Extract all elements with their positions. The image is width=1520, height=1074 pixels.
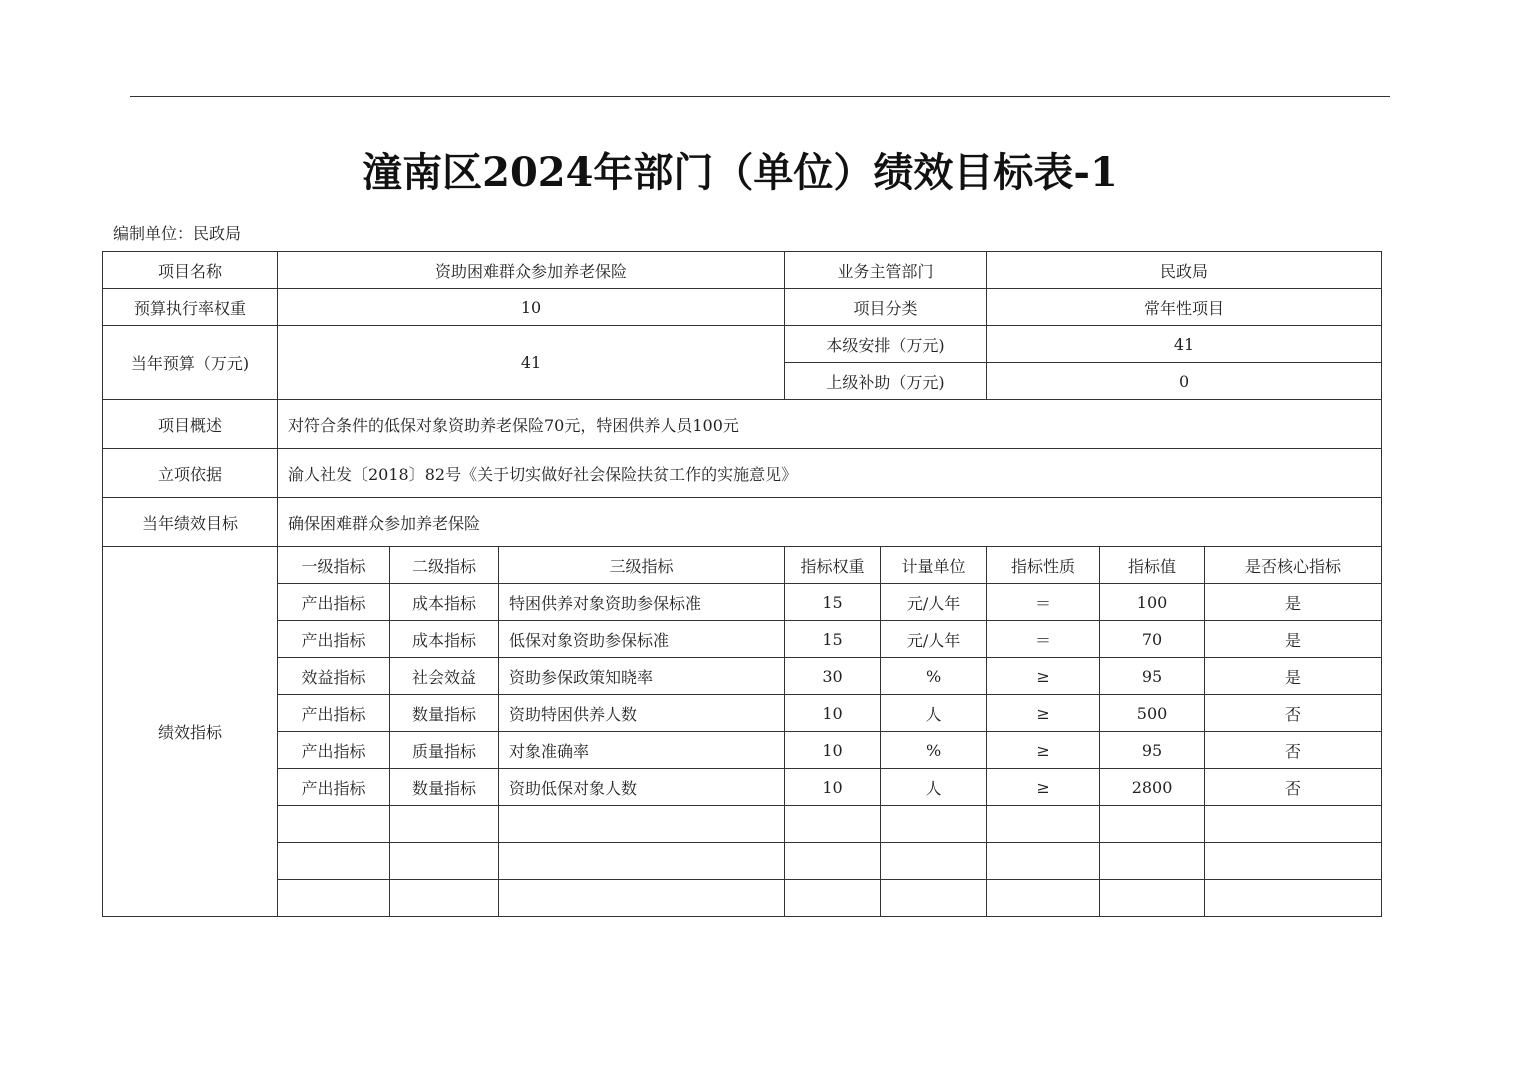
empty-cell <box>499 880 785 917</box>
indicator-row <box>103 658 1382 695</box>
indicator-level2: 数量指标 <box>390 695 499 732</box>
indicator-row <box>103 584 1382 621</box>
indicator-level1: 产出指标 <box>278 621 390 658</box>
indicator-value: 95 <box>1100 732 1205 769</box>
empty-cell <box>1205 880 1382 917</box>
dept-label: 业务主管部门 <box>785 252 987 289</box>
indicator-weight: 10 <box>785 769 881 806</box>
indicator-level2: 质量指标 <box>390 732 499 769</box>
empty-cell <box>390 843 499 880</box>
indicator-level1: 效益指标 <box>278 658 390 695</box>
row-project-name <box>103 252 1382 289</box>
row-overview <box>103 400 1382 449</box>
indicator-unit: % <box>881 658 987 695</box>
budget-label: 当年预算（万元) <box>103 326 278 400</box>
prepared-by: 编制单位：民政局 <box>113 224 242 243</box>
empty-cell <box>1205 806 1382 843</box>
empty-cell <box>987 843 1100 880</box>
indicator-nature: ≥ <box>987 769 1100 806</box>
row-exec-weight <box>103 289 1382 326</box>
indicator-nature: ≥ <box>987 732 1100 769</box>
indicator-level3: 资助低保对象人数 <box>499 769 785 806</box>
category-label: 项目分类 <box>785 289 987 326</box>
empty-indicator-row <box>103 880 1382 917</box>
indicator-core: 否 <box>1205 769 1382 806</box>
indicator-unit: 元/人年 <box>881 584 987 621</box>
indicator-level1: 产出指标 <box>278 732 390 769</box>
indicator-level3: 资助特困供养人数 <box>499 695 785 732</box>
document-title: 潼南区2024年部门（单位）绩效目标表-1 <box>362 149 1118 196</box>
indicator-row <box>103 732 1382 769</box>
empty-cell <box>278 843 390 880</box>
indicator-unit: 人 <box>881 769 987 806</box>
row-basis <box>103 449 1382 498</box>
project-name-value: 资助困难群众参加养老保险 <box>278 252 785 289</box>
project-name-label: 项目名称 <box>103 252 278 289</box>
empty-cell <box>881 806 987 843</box>
indicator-nature: ＝ <box>987 584 1100 621</box>
header-core: 是否核心指标 <box>1205 547 1382 584</box>
indicator-core: 是 <box>1205 584 1382 621</box>
indicator-row <box>103 769 1382 806</box>
empty-cell <box>1100 806 1205 843</box>
goal-value: 确保困难群众参加养老保险 <box>278 498 1382 547</box>
empty-cell <box>987 806 1100 843</box>
empty-cell <box>881 843 987 880</box>
superior-label: 上级补助（万元) <box>785 363 987 400</box>
indicator-level2: 成本指标 <box>390 584 499 621</box>
indicator-core: 是 <box>1205 621 1382 658</box>
exec-weight-value: 10 <box>278 289 785 326</box>
indicator-section-label: 绩效指标 <box>103 547 278 917</box>
performance-goal-table <box>102 251 1382 917</box>
header-level2: 二级指标 <box>390 547 499 584</box>
indicator-nature: ＝ <box>987 621 1100 658</box>
dept-value: 民政局 <box>987 252 1382 289</box>
empty-cell <box>785 880 881 917</box>
indicator-level1: 产出指标 <box>278 769 390 806</box>
empty-cell <box>499 806 785 843</box>
empty-indicator-row <box>103 843 1382 880</box>
empty-cell <box>1100 880 1205 917</box>
empty-cell <box>1205 843 1382 880</box>
empty-cell <box>278 806 390 843</box>
empty-cell <box>1100 843 1205 880</box>
exec-weight-label: 预算执行率权重 <box>103 289 278 326</box>
category-value: 常年性项目 <box>987 289 1382 326</box>
local-value: 41 <box>987 326 1382 363</box>
indicator-weight: 10 <box>785 732 881 769</box>
indicator-level3: 低保对象资助参保标准 <box>499 621 785 658</box>
indicator-level1: 产出指标 <box>278 695 390 732</box>
indicator-value: 70 <box>1100 621 1205 658</box>
header-level3: 三级指标 <box>499 547 785 584</box>
empty-cell <box>785 843 881 880</box>
overview-value: 对符合条件的低保对象资助养老保险70元，特困供养人员100元 <box>278 400 1382 449</box>
indicator-level2: 成本指标 <box>390 621 499 658</box>
empty-cell <box>499 843 785 880</box>
indicator-level3: 资助参保政策知晓率 <box>499 658 785 695</box>
indicator-level2: 社会效益 <box>390 658 499 695</box>
header-rule <box>130 96 1390 97</box>
indicator-weight: 10 <box>785 695 881 732</box>
indicator-weight: 30 <box>785 658 881 695</box>
local-label: 本级安排（万元) <box>785 326 987 363</box>
indicator-value: 2800 <box>1100 769 1205 806</box>
indicator-row <box>103 695 1382 732</box>
goal-label: 当年绩效目标 <box>103 498 278 547</box>
indicator-unit: 人 <box>881 695 987 732</box>
header-value: 指标值 <box>1100 547 1205 584</box>
header-weight: 指标权重 <box>785 547 881 584</box>
indicator-unit: % <box>881 732 987 769</box>
indicator-unit: 元/人年 <box>881 621 987 658</box>
budget-value: 41 <box>278 326 785 400</box>
indicator-row <box>103 621 1382 658</box>
indicator-level1: 产出指标 <box>278 584 390 621</box>
superior-value: 0 <box>987 363 1382 400</box>
empty-cell <box>390 806 499 843</box>
indicator-nature: ≥ <box>987 658 1100 695</box>
indicator-core: 否 <box>1205 695 1382 732</box>
indicator-weight: 15 <box>785 584 881 621</box>
basis-value: 渝人社发〔2018〕82号《关于切实做好社会保险扶贫工作的实施意见》 <box>278 449 1382 498</box>
indicator-level2: 数量指标 <box>390 769 499 806</box>
empty-indicator-row <box>103 806 1382 843</box>
indicator-weight: 15 <box>785 621 881 658</box>
empty-cell <box>278 880 390 917</box>
header-nature: 指标性质 <box>987 547 1100 584</box>
empty-cell <box>785 806 881 843</box>
indicator-level3: 特困供养对象资助参保标准 <box>499 584 785 621</box>
indicator-value: 500 <box>1100 695 1205 732</box>
overview-label: 项目概述 <box>103 400 278 449</box>
indicator-core: 是 <box>1205 658 1382 695</box>
empty-cell <box>390 880 499 917</box>
indicator-value: 95 <box>1100 658 1205 695</box>
row-budget-local <box>103 326 1382 363</box>
indicator-core: 否 <box>1205 732 1382 769</box>
basis-label: 立项依据 <box>103 449 278 498</box>
indicator-nature: ≥ <box>987 695 1100 732</box>
indicator-level3: 对象准确率 <box>499 732 785 769</box>
indicator-value: 100 <box>1100 584 1205 621</box>
row-goal <box>103 498 1382 547</box>
header-level1: 一级指标 <box>278 547 390 584</box>
empty-cell <box>881 880 987 917</box>
indicator-header-row <box>103 547 1382 584</box>
empty-cell <box>987 880 1100 917</box>
header-unit: 计量单位 <box>881 547 987 584</box>
